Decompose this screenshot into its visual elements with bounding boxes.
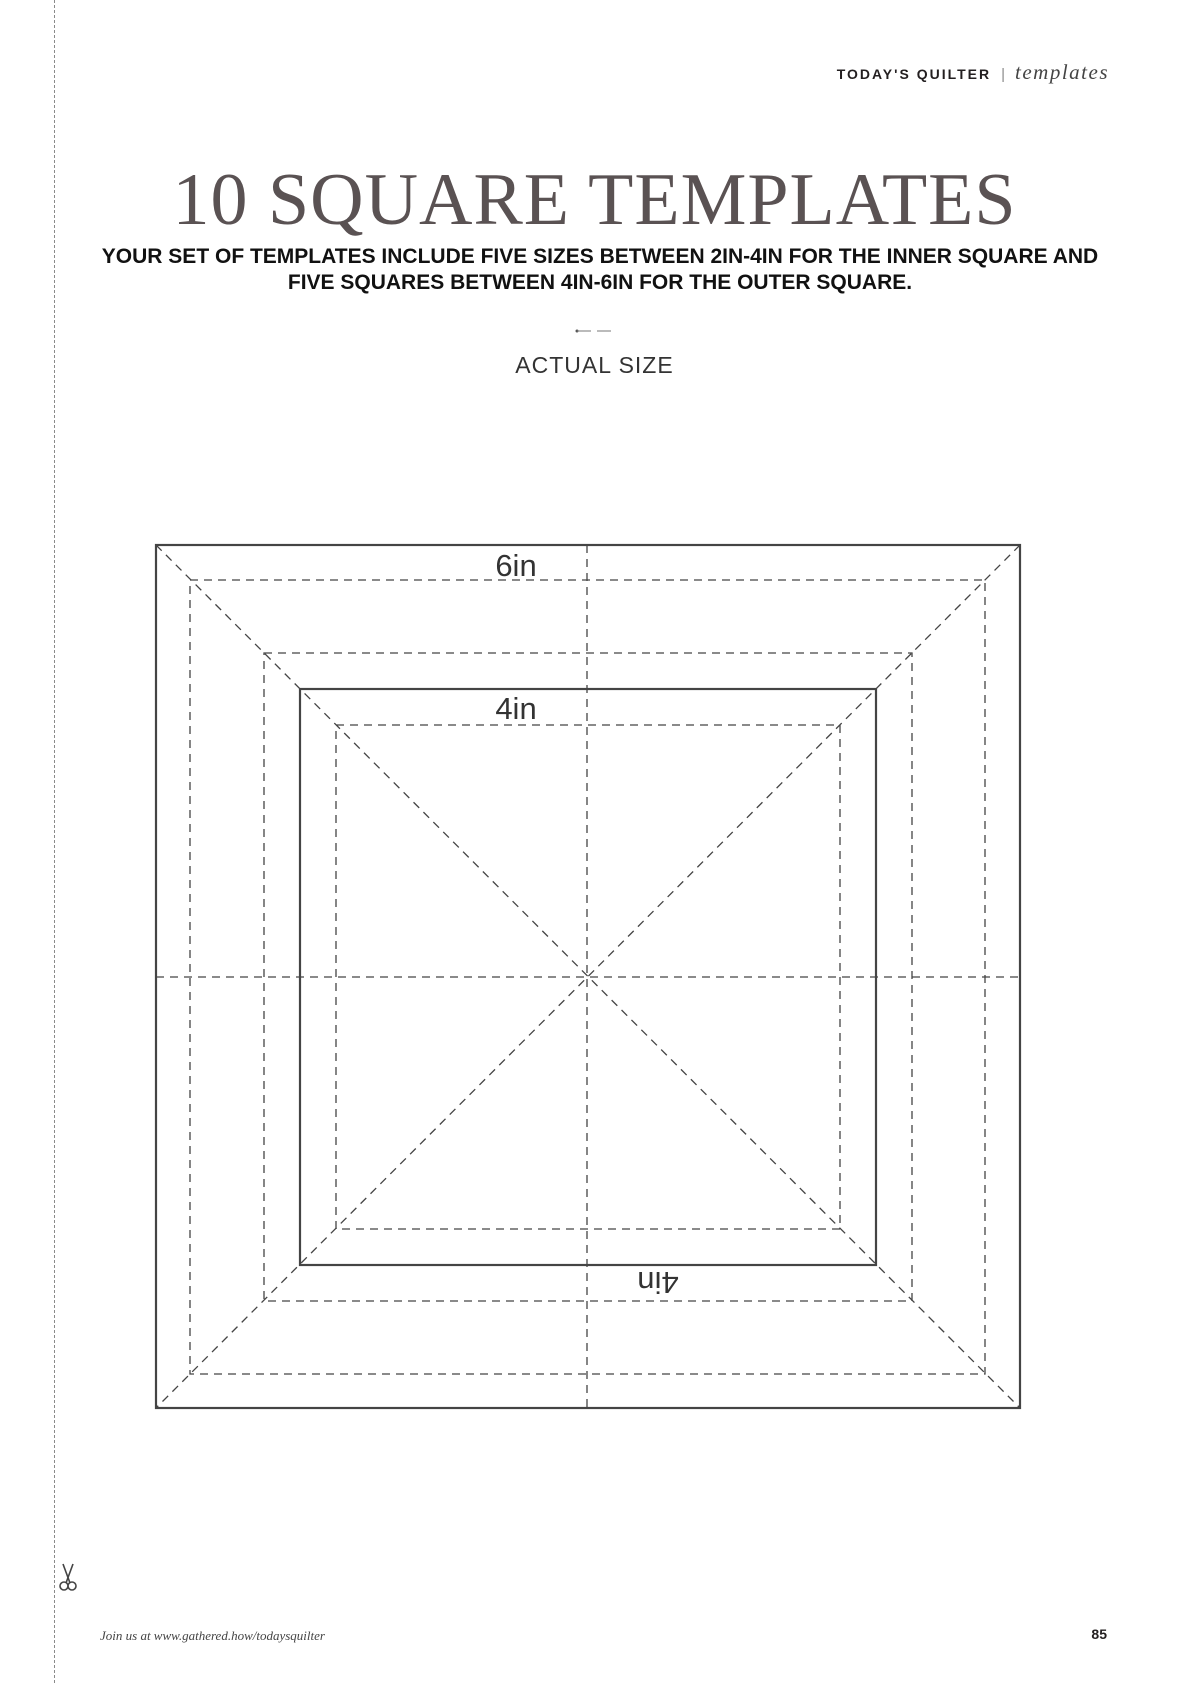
footer-link[interactable]: Join us at www.gathered.how/todaysquilter <box>100 1628 325 1643</box>
header-separator: | <box>1001 66 1006 83</box>
page-number: 85 <box>1091 1626 1107 1642</box>
section-name: templates <box>1015 60 1109 84</box>
scale-note: ACTUAL SIZE <box>515 352 674 378</box>
outer-size-label: 6in <box>495 548 537 583</box>
page-title: 10 SQUARE TEMPLATES <box>172 159 1017 241</box>
inner-size-label-rotated: 4in <box>637 1265 679 1300</box>
inner-size-label: 4in <box>495 691 537 726</box>
page-subtitle: YOUR SET OF TEMPLATES INCLUDE FIVE SIZES BETWEEN 2IN-4IN FOR THE INNER SQUARE AND FIVE SQUARES BETWEEN 4IN-6IN FOR THE OUTER SQUARE. <box>101 245 1099 294</box>
magazine-name: TODAY'S QUILTER <box>836 66 992 82</box>
